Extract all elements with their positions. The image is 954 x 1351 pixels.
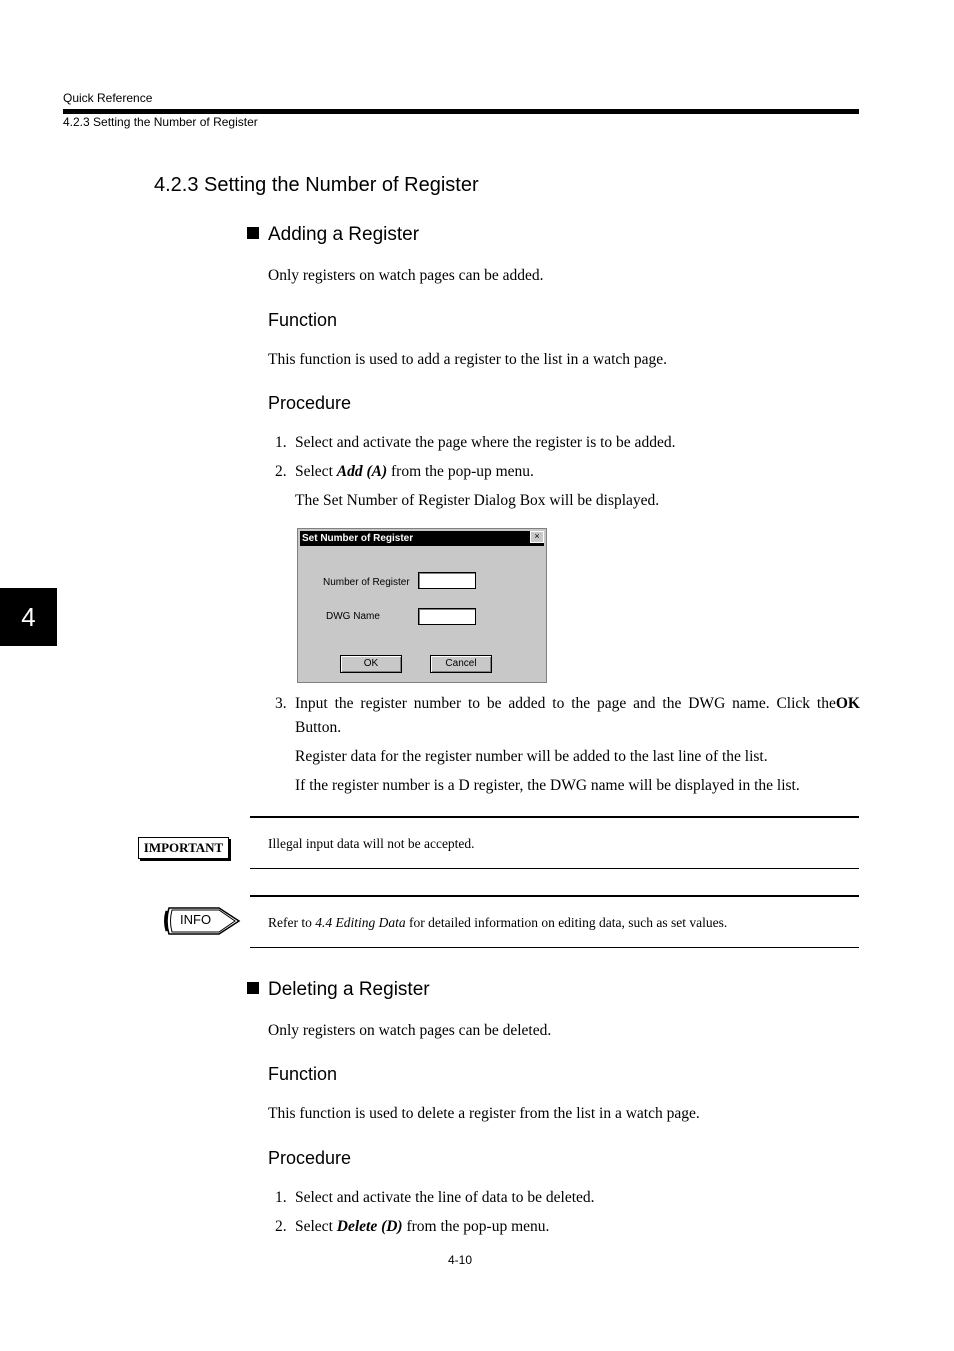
dialog-title-bar [300,531,544,546]
deleting-procedure-heading: Procedure [268,1148,352,1168]
adding-step2-pre: Select [295,463,337,480]
adding-step2-number: 2. [275,463,287,480]
ok-button[interactable]: OK [340,655,402,673]
info-top-rule [250,895,859,897]
number-of-register-label: Number of Register [323,577,410,588]
adding-step1-text: Select and activate the page where the register is to be added. [295,434,676,451]
deleting-step2-post: from the pop-up menu. [402,1218,550,1235]
deleting-step1-number: 1. [275,1189,287,1206]
page-number: 4-10 [448,1253,473,1267]
deleting-heading [247,979,430,1001]
adding-heading [247,224,419,246]
important-badge: IMPORTANT [138,837,229,859]
info-text-pre: Refer to [268,915,316,930]
deleting-step2-number: 2. [275,1218,287,1235]
deleting-function-heading: Function [268,1064,338,1084]
cancel-button[interactable]: Cancel [430,655,492,673]
important-bottom-rule [250,868,859,869]
header-rule [63,109,859,114]
adding-heading-text: Adding a Register [268,224,420,245]
deleting-function-text: This function is used to delete a register from the list in a watch page. [268,1105,700,1122]
adding-step3-note1: Register data for the register number will be added to the last line of the list. [295,748,768,765]
important-text: Illegal input data will not be accepted. [268,836,475,851]
running-header-subtitle: 4.2.3 Setting the Number of Register [63,115,258,129]
number-of-register-input[interactable] [418,572,476,589]
deleting-heading-text: Deleting a Register [268,979,430,1000]
info-reference-link: 4.4 Editing Data [315,915,406,930]
adding-step3-ok-word: OK [835,695,860,712]
adding-step3-line2: Button. [295,719,342,736]
deleting-step2-pre: Select [295,1218,337,1235]
dwg-name-label: DWG Name [326,611,380,622]
adding-procedure-heading: Procedure [268,393,352,413]
info-text [268,915,727,931]
adding-step2-text [295,463,534,481]
dwg-name-input[interactable] [418,608,476,625]
info-text-post: for detailed information on editing data, such as set values. [405,915,728,930]
adding-step2-note: The Set Number of Register Dialog Box will be displayed. [295,492,660,509]
info-badge-label: INFO [180,912,212,927]
adding-step3-text [295,695,859,713]
info-icon [163,906,243,941]
adding-function-text: This function is used to add a register to the list in a watch page. [268,351,668,368]
adding-step2-post: from the pop-up menu. [387,463,534,480]
deleting-step1-text: Select and activate the line of data to be deleted. [295,1189,595,1206]
running-header-title: Quick Reference [63,91,153,105]
chapter-tab: 4 [0,588,57,646]
square-bullet-icon [247,982,259,994]
deleting-step2-menu-item: Delete (D) [336,1218,403,1235]
set-number-dialog [297,528,547,683]
adding-step2-menu-item: Add (A) [336,463,388,480]
info-bottom-rule [250,947,859,948]
adding-step3-line1: Input the register number to be added to the page and the DWG name. Click the [295,695,836,712]
adding-function-heading: Function [268,310,338,330]
dialog-title: Set Number of Register [302,533,414,544]
deleting-intro: Only registers on watch pages can be deleted. [268,1022,552,1039]
section-heading: 4.2.3 Setting the Number of Register [154,174,479,196]
adding-step1-number: 1. [275,434,287,451]
deleting-step2-text [295,1218,549,1236]
adding-intro: Only registers on watch pages can be added. [268,267,544,284]
square-bullet-icon [247,227,259,239]
adding-step3-number: 3. [275,695,287,712]
important-top-rule [250,816,859,818]
close-icon[interactable]: × [530,531,544,543]
adding-step3-note2: If the register number is a D register, the DWG name will be displayed in the list. [295,777,800,794]
